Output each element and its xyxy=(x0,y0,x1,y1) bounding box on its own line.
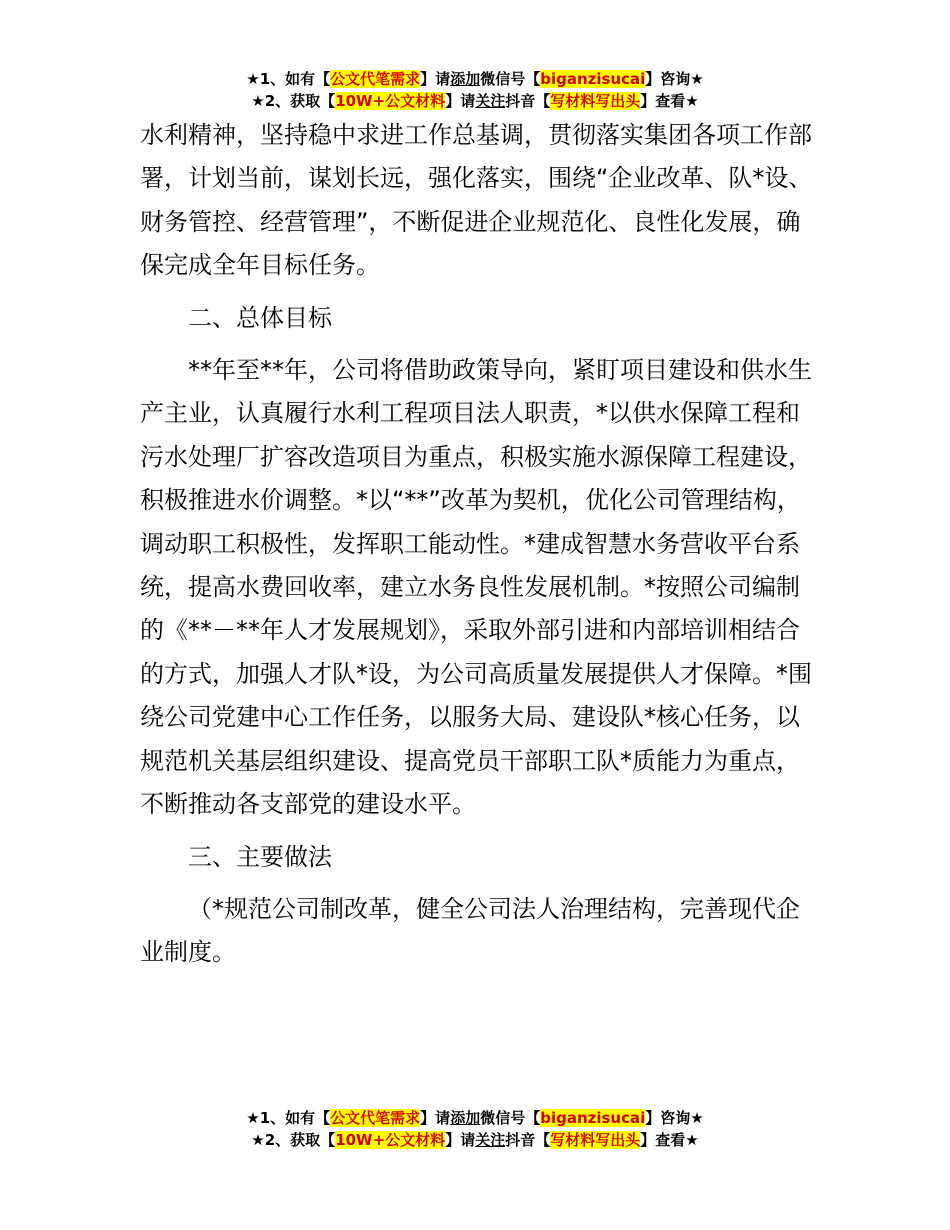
banner-emphasis: 添加 xyxy=(450,70,481,88)
banner-highlight: 写材料写出头 xyxy=(550,1131,641,1149)
banner-highlight: 10W+公文材料 xyxy=(335,1131,446,1149)
banner-emphasis: 添加 xyxy=(450,1109,481,1127)
banner-text: 】查看★ xyxy=(640,92,699,110)
paragraph: **年至**年，公司将借助政策导向，紧盯项目建设和供水生产主业，认真履行水利工程项目法人职责，*以供水保障工程和污水处理厂扩容改造项目为重点，积极实施水源保障工程建设，积极推进水价调整。*以“**”改革为契机，优化公司管理结构，调动职工积极性，发挥职工能动性。*建成智慧水务营收平台系统，提高水费回收率，建立水务良性发展机制。*按照公司编制的《**－**年人才发展规划》，采取外部引进和内部培训相结合的方式，加强人才队*设，为公司高质量发展提供人才保障。*围绕公司党建中心工作任务，以服务大局、建设队*核心任务，以规范机关基层组织建设、提高党员干部职工队*质能力为重点，不断推动各支部党的建设水平。 xyxy=(140,356,812,819)
banner-highlight: 公文代笔需求 xyxy=(330,1109,421,1127)
banner-highlight: biganzisucai xyxy=(540,1109,646,1127)
banner-highlight: 公文代笔需求 xyxy=(330,70,421,88)
banner-line-1 xyxy=(0,68,950,90)
banner-text: ★1、如有【 xyxy=(246,1109,331,1127)
banner-text: ★2、获取【 xyxy=(251,92,336,110)
banner-text: 】请 xyxy=(420,70,451,88)
banner-text: 】查看★ xyxy=(640,1131,699,1149)
banner-text: ★2、获取【 xyxy=(251,1131,336,1149)
banner-highlight: 10W+公文材料 xyxy=(335,92,446,110)
banner-text: 抖音【 xyxy=(505,92,551,110)
banner-text: 】请 xyxy=(420,1109,451,1127)
banner-line-1 xyxy=(0,1107,950,1129)
banner-text: ★1、如有【 xyxy=(246,70,331,88)
section-heading: 二、总体目标 xyxy=(188,303,332,332)
banner-line-2 xyxy=(0,90,950,112)
banner-text: 微信号【 xyxy=(480,1109,541,1127)
banner-emphasis: 关注 xyxy=(475,1131,506,1149)
banner-text: 微信号【 xyxy=(480,70,541,88)
banner-highlight: 写材料写出头 xyxy=(550,92,641,110)
paragraph: 水利精神，坚持稳中求进工作总基调，贯彻落实集团各项工作部署，计划当前，谋划长远，强化落实，围绕“企业改革、队*设、财务管控、经营管理”，不断促进企业规范化、良性化发展，确保完成全年目标任务。 xyxy=(140,121,813,280)
banner-text: 抖音【 xyxy=(505,1131,551,1149)
banner-text: 】咨询★ xyxy=(645,1109,704,1127)
banner-line-2 xyxy=(0,1129,950,1151)
header-banner xyxy=(0,68,950,112)
paragraph: （*规范公司制改革，健全公司法人治理结构，完善现代企业制度。 xyxy=(140,894,800,967)
banner-emphasis: 关注 xyxy=(475,92,506,110)
section-heading: 三、主要做法 xyxy=(188,842,332,871)
banner-highlight: biganzisucai xyxy=(540,70,646,88)
banner-text: 】请 xyxy=(445,1131,476,1149)
banner-text: 】咨询★ xyxy=(645,70,704,88)
footer-banner xyxy=(0,1107,950,1151)
banner-text: 】请 xyxy=(445,92,476,110)
document-body xyxy=(140,114,820,984)
